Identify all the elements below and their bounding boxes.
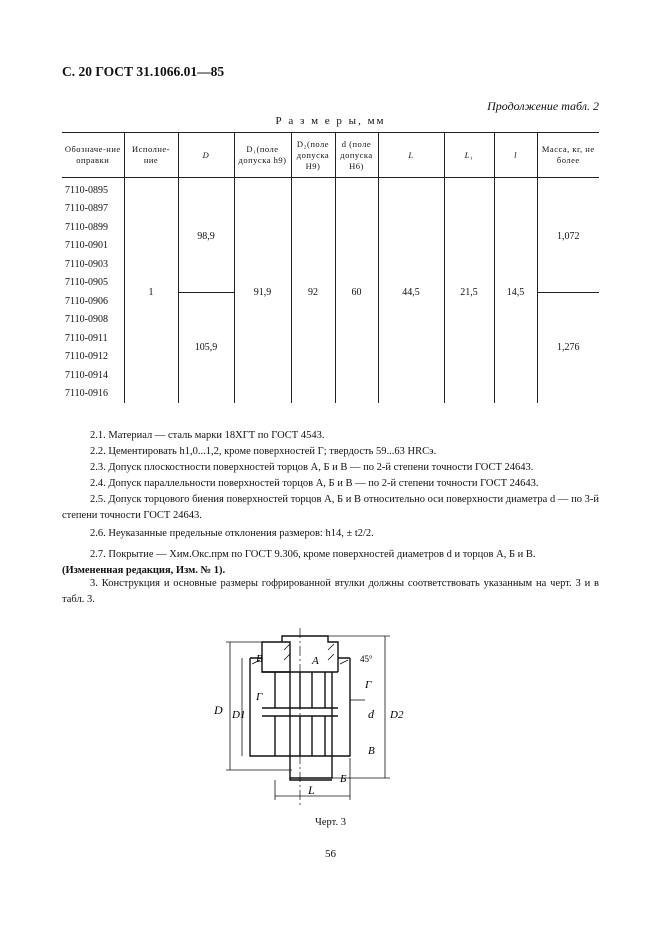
header-d: d (поле допуска H6) xyxy=(335,133,378,178)
designation-cell: 7110-0901 xyxy=(65,240,108,252)
note-3: 3. Конструкция и основные размеры гофрированной втулки должны соответствовать указанным на черт. 3 и в табл. 3. xyxy=(62,578,599,605)
label-B: Б xyxy=(340,773,347,785)
label-V-top: В xyxy=(256,653,263,665)
mass-cell-group1: 1,072 xyxy=(537,178,599,293)
designation-cell: 7110-0916 xyxy=(65,388,108,400)
D-cell-group1: 98,9 xyxy=(178,178,234,293)
label-D1: D1 xyxy=(232,709,246,721)
note-2-4: 2.4. Допуск параллельности поверхностей торцов А, Б и В — по 2-й степени точности ГОСТ 24643. xyxy=(90,478,539,489)
note-2-7: 2.7. Покрытие — Хим.Окс.прм по ГОСТ 9.306, кроме поверхностей диаметров d и торцов А, Б и В. xyxy=(90,549,536,560)
designation-cell: 7110-0905 xyxy=(65,277,108,289)
l-cell: 14,5 xyxy=(494,178,537,404)
designation-cell: 7110-0906 xyxy=(65,295,108,307)
header-version: Исполне-ние xyxy=(124,133,178,178)
header-L: L xyxy=(378,133,444,178)
page-header: С. 20 ГОСТ 31.1066.01—85 xyxy=(62,64,225,79)
designation-cell: 7110-0895 xyxy=(65,184,108,196)
header-designation: Обозначе-ние оправки xyxy=(62,133,124,178)
label-D: D xyxy=(214,703,223,717)
mass-cell-group2: 1,276 xyxy=(537,292,599,403)
figure-caption: Черт. 3 xyxy=(315,817,346,828)
header-l: l xyxy=(494,133,537,178)
note-2-2: 2.2. Цементировать h1,0...1,2, кроме поверхностей Г; твердость 59...63 HRCэ. xyxy=(90,446,437,457)
designation-cell: 7110-0908 xyxy=(65,314,108,326)
header-D: D xyxy=(178,133,234,178)
label-d: d xyxy=(368,707,374,721)
page-number: 56 xyxy=(325,848,336,860)
table-row xyxy=(62,178,599,200)
label-D2: D2 xyxy=(390,709,404,721)
label-A: А xyxy=(312,655,319,667)
designation-cell: 7110-0897 xyxy=(65,203,108,215)
label-G-right: Г xyxy=(365,679,372,691)
bushing-drawing xyxy=(200,628,430,818)
table-header-row xyxy=(62,133,599,178)
d-cell: 60 xyxy=(335,178,378,404)
label-V-bottom: В xyxy=(368,745,375,757)
note-2-5: 2.5. Допуск торцового биения поверхностей торцов А, Б и В относительно оси поверхности диаметра d — по 3-й степени точности ГОСТ 24643. xyxy=(62,494,599,521)
D2-cell: 92 xyxy=(291,178,335,404)
L-cell: 44,5 xyxy=(378,178,444,404)
version-cell: 1 xyxy=(124,178,178,404)
L1-cell: 21,5 xyxy=(444,178,494,404)
note-2-3: 2.3. Допуск плоскостности поверхностей торцов А, Б и В — по 2-й степени точности ГОСТ 24643. xyxy=(90,462,534,473)
designation-cell: 7110-0914 xyxy=(65,369,108,381)
sizes-caption: Р а з м е р ы, мм xyxy=(275,115,386,127)
label-G-left: Г xyxy=(256,691,263,703)
header-D2: D₂(поле допуска H9) xyxy=(291,133,335,178)
header-mass: Масса, кг, не более xyxy=(537,133,599,178)
note-2-1: 2.1. Материал — сталь марки 18ХГТ по ГОСТ 4543. xyxy=(90,430,325,441)
header-D1: D₁(поле допуска h9) xyxy=(234,133,291,178)
designation-cell: 7110-0911 xyxy=(65,332,108,344)
table-continuation-label: Продолжение табл. 2 xyxy=(487,99,599,113)
designation-cell: 7110-0912 xyxy=(65,351,108,363)
designation-cell: 7110-0903 xyxy=(65,258,108,270)
dimensions-table xyxy=(62,132,599,403)
label-L: L xyxy=(308,783,315,797)
label-angle: 45° xyxy=(360,654,373,664)
D1-cell: 91,9 xyxy=(234,178,291,404)
D-cell-group2: 105,9 xyxy=(178,292,234,403)
designation-cell: 7110-0899 xyxy=(65,221,108,233)
note-2-7-amendment: (Измененная редакция, Изм. № 1). xyxy=(62,565,226,576)
header-L1: L₁ xyxy=(444,133,494,178)
note-2-6: 2.6. Неуказанные предельные отклонения размеров: h14, ± t2/2. xyxy=(90,528,374,539)
